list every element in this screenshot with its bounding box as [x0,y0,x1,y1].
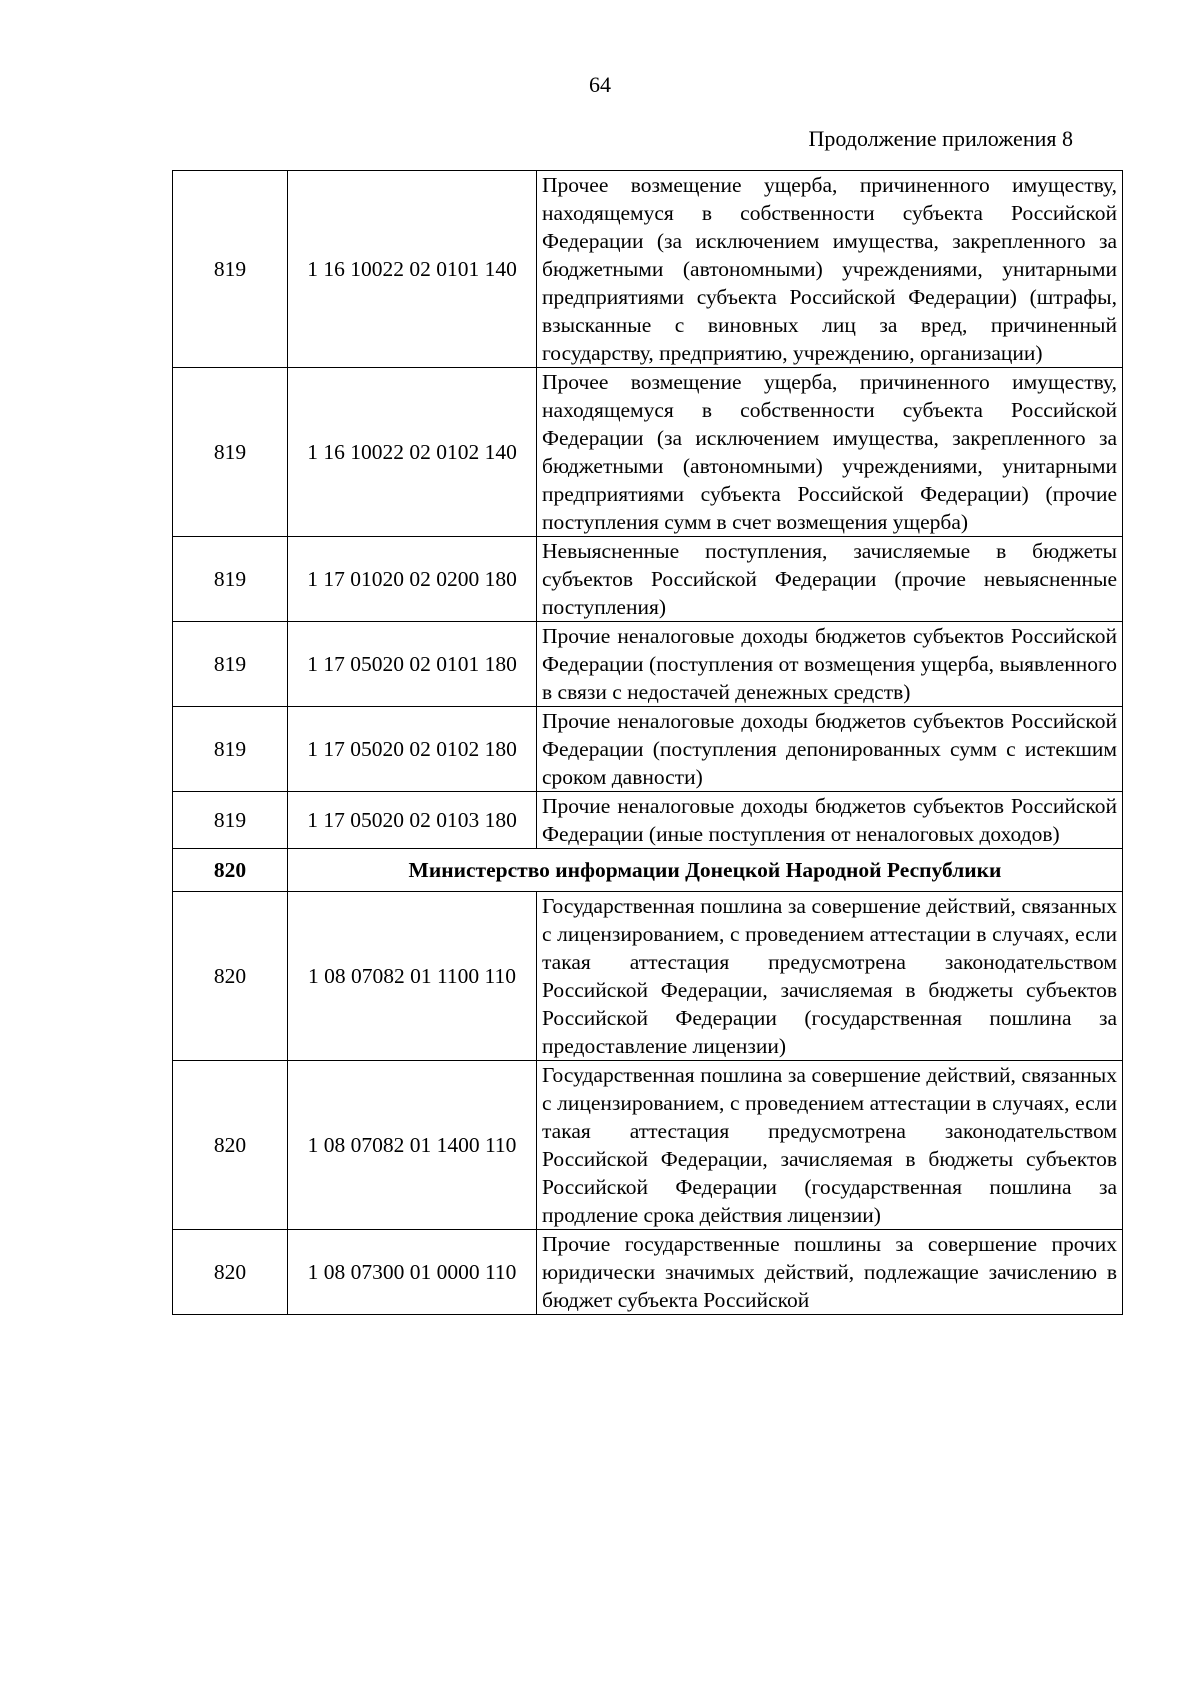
table-row [173,707,1123,792]
budget-code-cell: 1 17 05020 02 0102 180 [288,707,537,792]
admin-code-cell: 819 [173,537,288,622]
table-row [173,368,1123,537]
table-row [173,1061,1123,1230]
table-row [173,171,1123,368]
description-cell: Прочие неналоговые доходы бюджетов субъектов Российской Федерации (поступления депонированных сумм с истекшим сроком давности) [537,707,1123,792]
description-cell: Прочее возмещение ущерба, причиненного имуществу, находящемуся в собственности субъекта Российской Федерации (за исключением имущества, закрепленного за бюджетными (автономными) учреждениями, унитарными предприятиями субъекта Российской Федерации) (штрафы, взысканные с виновных лиц за вред, причиненный государству, предприятию, учреждению, организации) [537,171,1123,368]
admin-code-cell: 820 [173,1061,288,1230]
description-cell: Государственная пошлина за совершение действий, связанных с лицензированием, с проведением аттестации в случаях, если такая аттестация предусмотрена законодательством Российской Федерации, зачисляемая в бюджеты субъектов Российской Федерации (государственная пошлина за продление срока действия лицензии) [537,1061,1123,1230]
description-cell: Прочие государственные пошлины за совершение прочих юридически значимых действий, подлежащие зачислению в бюджет субъекта Российской [537,1230,1123,1315]
description-cell: Невыясненные поступления, зачисляемые в бюджеты субъектов Российской Федерации (прочие невыясненные поступления) [537,537,1123,622]
table-row [173,792,1123,849]
budget-code-cell: 1 17 01020 02 0200 180 [288,537,537,622]
description-cell: Прочие неналоговые доходы бюджетов субъектов Российской Федерации (иные поступления от неналоговых доходов) [537,792,1123,849]
page-number: 64 [589,72,611,97]
table-row [173,622,1123,707]
admin-code-cell: 819 [173,368,288,537]
budget-code-cell: 1 08 07300 01 0000 110 [288,1230,537,1315]
description-cell: Прочие неналоговые доходы бюджетов субъектов Российской Федерации (поступления от возмещения ущерба, выявленного в связи с недостачей денежных средств) [537,622,1123,707]
budget-codes-table [172,170,1123,1315]
budget-code-cell: 1 08 07082 01 1100 110 [288,892,537,1061]
section-header-row [173,849,1123,892]
admin-code-cell: 819 [173,622,288,707]
section-admin-code-cell: 820 [173,849,288,892]
description-cell: Государственная пошлина за совершение действий, связанных с лицензированием, с проведением аттестации в случаях, если такая аттестация предусмотрена законодательством Российской Федерации, зачисляемая в бюджеты субъектов Российской Федерации (государственная пошлина за предоставление лицензии) [537,892,1123,1061]
budget-code-cell: 1 08 07082 01 1400 110 [288,1061,537,1230]
table-row [173,537,1123,622]
section-title-cell: Министерство информации Донецкой Народной Республики [288,849,1123,892]
admin-code-cell: 820 [173,1230,288,1315]
appendix-continuation-label: Продолжение приложения 8 [808,126,1073,151]
budget-code-cell: 1 17 05020 02 0103 180 [288,792,537,849]
admin-code-cell: 820 [173,892,288,1061]
budget-code-cell: 1 16 10022 02 0102 140 [288,368,537,537]
admin-code-cell: 819 [173,792,288,849]
table-row [173,892,1123,1061]
budget-code-cell: 1 16 10022 02 0101 140 [288,171,537,368]
admin-code-cell: 819 [173,707,288,792]
admin-code-cell: 819 [173,171,288,368]
budget-code-cell: 1 17 05020 02 0101 180 [288,622,537,707]
table-row [173,1230,1123,1315]
description-cell: Прочее возмещение ущерба, причиненного имуществу, находящемуся в собственности субъекта Российской Федерации (за исключением имущества, закрепленного за бюджетными (автономными) учреждениями, унитарными предприятиями субъекта Российской Федерации) (прочие поступления сумм в счет возмещения ущерба) [537,368,1123,537]
